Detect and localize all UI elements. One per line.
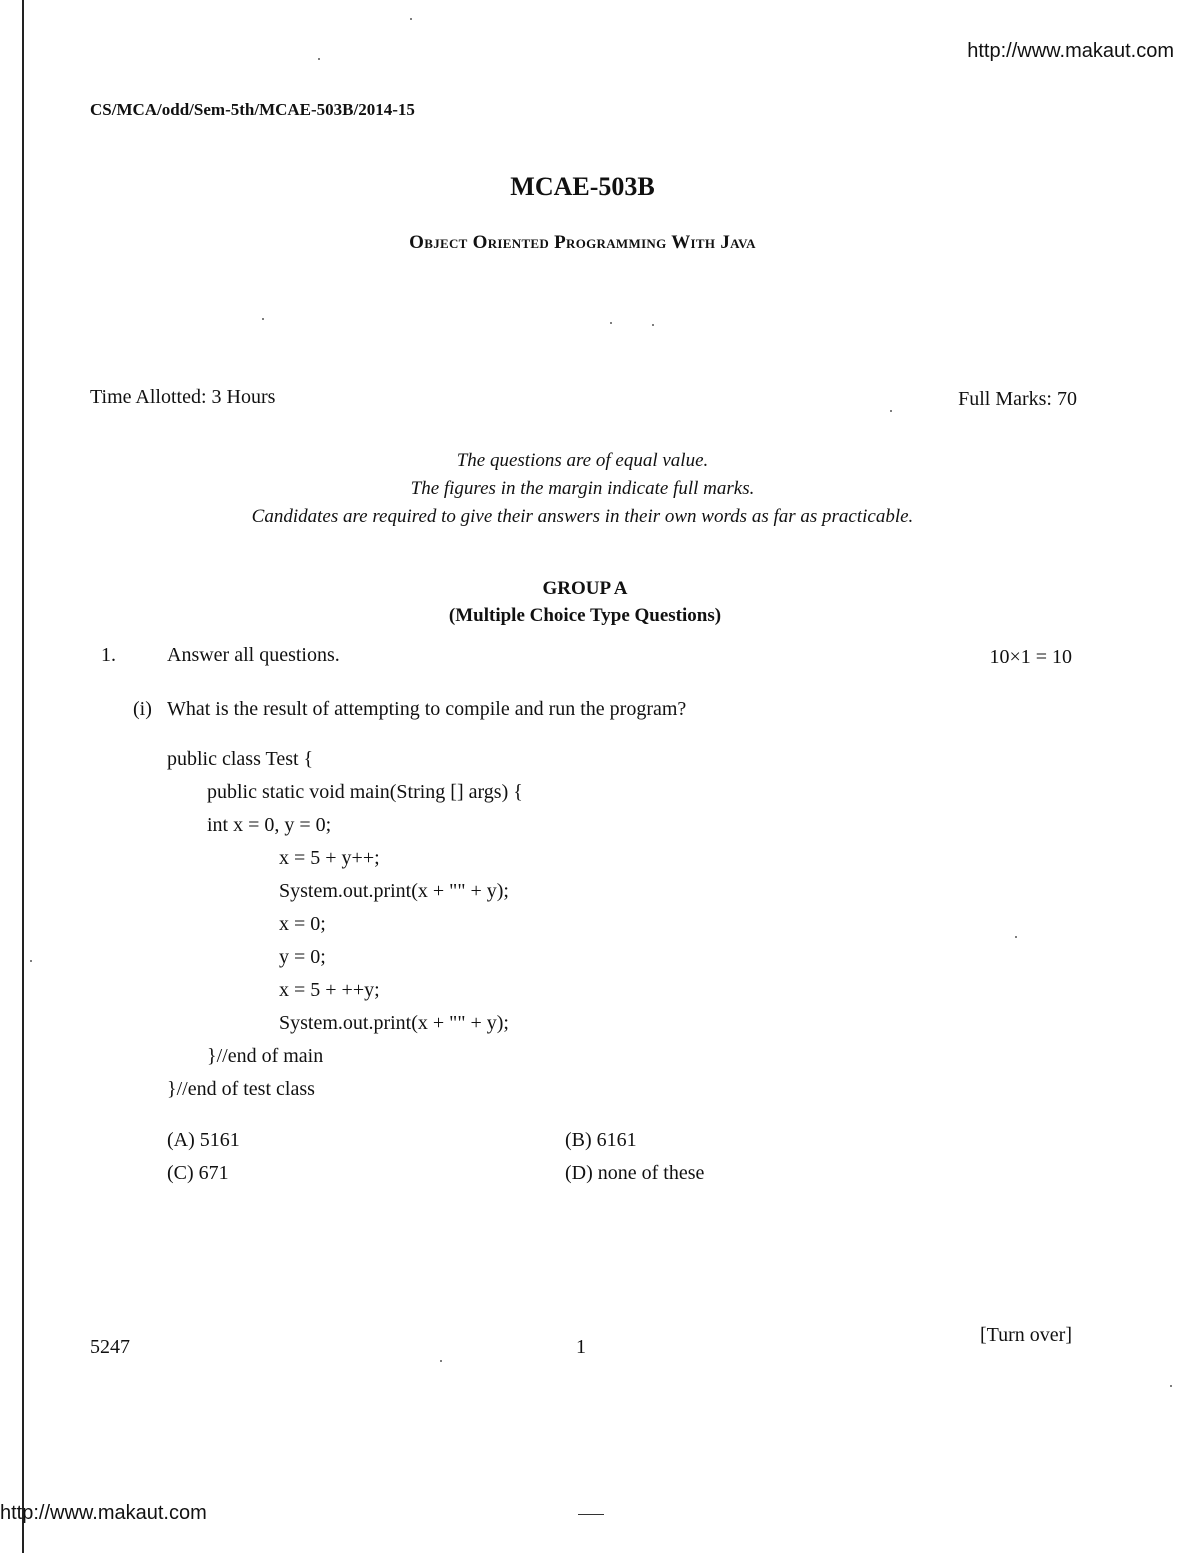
scan-speck: [440, 1360, 442, 1362]
code-line: public class Test {: [167, 748, 314, 770]
option-d: (D) none of these: [565, 1162, 705, 1184]
code-line: System.out.print(x + "" + y);: [279, 1012, 509, 1034]
code-line: y = 0;: [279, 946, 326, 968]
turn-over-note: [Turn over]: [979, 1324, 1072, 1346]
site-url-top[interactable]: http://www.makaut.com: [967, 40, 1174, 62]
scan-speck: [30, 960, 32, 962]
code-line: int x = 0, y = 0;: [207, 814, 332, 836]
full-marks: Full Marks: 70: [958, 388, 1077, 410]
paper-code: CS/MCA/odd/Sem-5th/MCAE-503B/2014-15: [90, 100, 415, 119]
sub-question-text: What is the result of attempting to compile and run the program?: [167, 698, 687, 720]
scan-speck: [652, 324, 654, 326]
instruction-line: Candidates are required to give their answers in their own words as far as practicable.: [251, 506, 914, 527]
scan-speck: [262, 318, 264, 320]
scan-speck: [1170, 1385, 1172, 1387]
question-marks: 10×1 = 10: [989, 646, 1072, 668]
subject-title: Object Oriented Programming With Java: [409, 232, 756, 253]
option-c: (C) 671: [167, 1162, 229, 1184]
paper-number: 5247: [90, 1336, 130, 1358]
code-line: x = 0;: [279, 913, 326, 935]
question-instruction: Answer all questions.: [167, 644, 340, 666]
group-subtitle: (Multiple Choice Type Questions): [448, 605, 722, 626]
instruction-line: The figures in the margin indicate full marks.: [410, 478, 755, 499]
code-line: x = 5 + ++y;: [279, 979, 380, 1001]
course-code-title: MCAE-503B: [510, 172, 655, 201]
group-title: GROUP A: [542, 578, 628, 599]
option-a: (A) 5161: [167, 1129, 240, 1151]
scan-speck: [1015, 936, 1017, 938]
scan-speck: [610, 322, 612, 324]
option-b: (B) 6161: [565, 1129, 637, 1151]
code-line: public static void main(String [] args) {: [207, 781, 523, 803]
scan-speck: [318, 58, 320, 60]
sub-question-number: (i): [133, 698, 152, 720]
time-allotted: Time Allotted: 3 Hours: [90, 386, 276, 408]
scan-mark: [578, 1514, 604, 1515]
page-number: 1: [576, 1336, 586, 1358]
scan-speck: [410, 18, 412, 20]
site-url-bottom[interactable]: http://www.makaut.com: [0, 1502, 207, 1524]
instruction-line: The questions are of equal value.: [456, 450, 709, 471]
code-line: }//end of main: [207, 1045, 324, 1067]
code-line: x = 5 + y++;: [279, 847, 380, 869]
scan-speck: [890, 410, 892, 412]
question-number: 1.: [101, 644, 116, 666]
code-line: }//end of test class: [167, 1078, 315, 1100]
code-line: System.out.print(x + "" + y);: [279, 880, 509, 902]
